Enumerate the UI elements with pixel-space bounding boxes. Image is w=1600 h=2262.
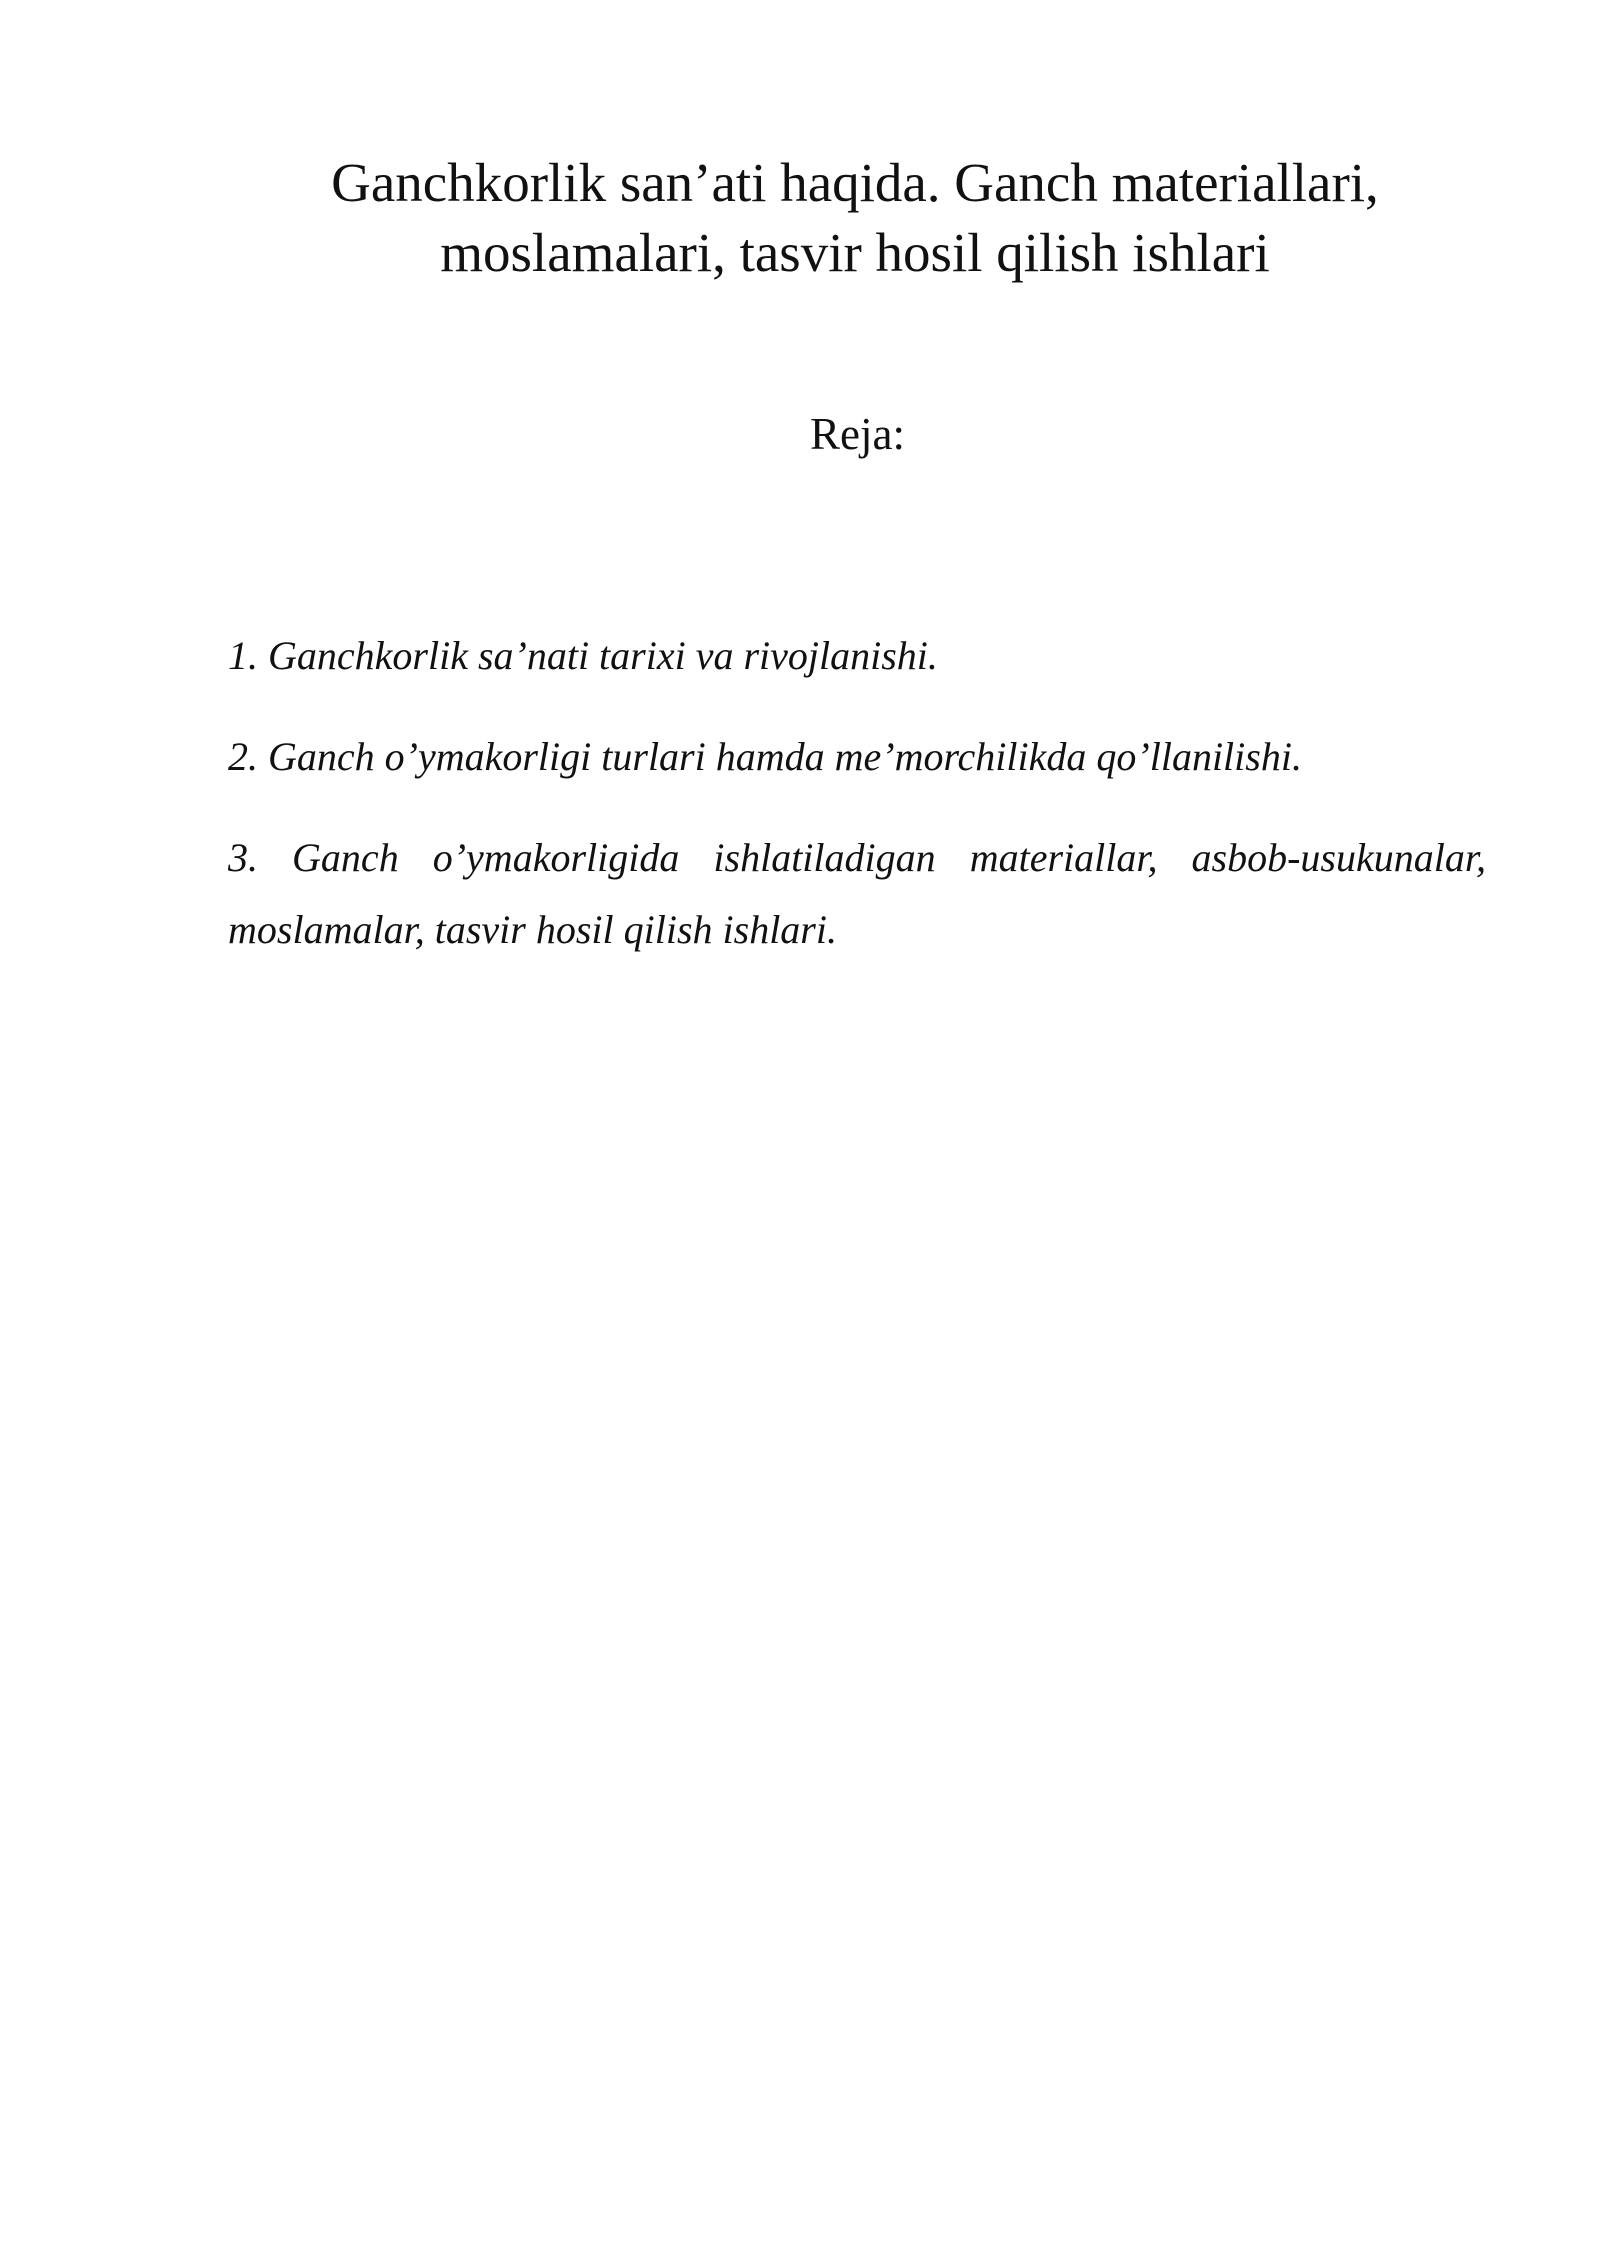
plan-item-2: 2. Ganch o’ymakorligi turlari hamda me’morchilikda qo’llanilishi.: [228, 734, 1302, 779]
plan-item-3: 3. Ganch o’ymakorligida ishlatiladigan materiallar, asbob-usukunalar, moslamalar, tasvir hosil qilish ishlari.: [228, 835, 1486, 952]
title-line-2: moslamalari, tasvir hosil qilish ishlari: [440, 222, 1270, 283]
plan-item-1: 1. Ganchkorlik sa’nati tarixi va rivojlanishi.: [228, 633, 938, 678]
title-line-1: Ganchkorlik san’ati haqida. Ganch materiallari,: [331, 152, 1379, 213]
document-title: [230, 148, 1480, 288]
plan-heading: Reja:: [810, 409, 905, 459]
